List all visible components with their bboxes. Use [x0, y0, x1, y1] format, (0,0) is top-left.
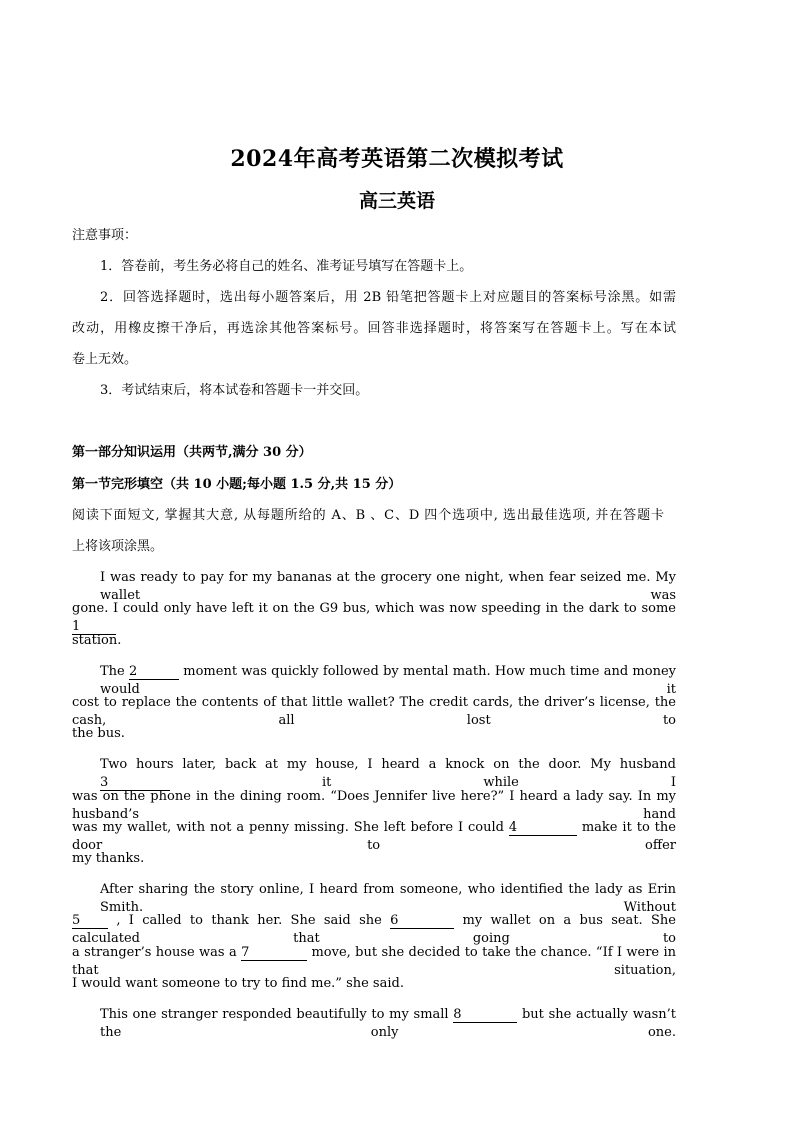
passage-text: my wallet on a bus seat. She calculated that going to: [72, 913, 676, 946]
passage-text: it while I: [322, 775, 676, 790]
blank-1: 1: [72, 619, 116, 635]
passage-p4-line-1: After sharing the story online, I heard from someone, who identified the lady as Erin Smith. Without: [100, 882, 676, 915]
passage-p3-line-4: my thanks.: [72, 851, 145, 866]
passage-text: make it to the door to offer: [72, 820, 676, 853]
part1-heading: 第一部分知识运用（共两节,满分 30 分）: [72, 445, 312, 460]
passage-text: but she actually wasn’t the only one.: [100, 1007, 676, 1040]
passage-p1-line-3: station.: [72, 633, 122, 648]
blank-6: 6: [390, 913, 454, 929]
blank-4: 4: [509, 820, 577, 836]
blank-2: 2: [129, 664, 179, 680]
passage-text: moment was quickly followed by mental math. How much time and money would it: [100, 664, 676, 697]
notice-item-3: 3．考试结束后，将本试卷和答题卡一并交回。: [100, 383, 369, 398]
passage-p5-line-1: [100, 1006, 676, 1042]
passage-p3-line-1: [100, 756, 676, 792]
exam-title: 2024年高考英语第二次模拟考试: [230, 146, 564, 172]
exam-subtitle: 高三英语: [358, 190, 435, 212]
passage-p1-line-2: [72, 600, 676, 636]
passage-text: , I called to thank her. She said she: [116, 913, 382, 928]
passage-text: a stranger’s house was a: [72, 945, 237, 960]
passage-p4-line-2: [72, 912, 676, 948]
blank-5: 5: [72, 913, 108, 929]
passage-text: move, but she decided to take the chance. “If I were in that situation,: [72, 945, 676, 978]
passage-text: The: [100, 664, 125, 679]
notice-item-2-line-2: 改动，用橡皮擦干净后，再选涂其他答案标号。回答非选择题时，将答案写在答题卡上。写在本试: [72, 321, 676, 336]
passage-text: gone. I could only have left it on the G9 bus, which was now speeding in the dark to some: [72, 601, 676, 616]
instruction-line-2: 上将该项涂黑。: [72, 539, 164, 554]
notice-heading: 注意事项：: [72, 228, 138, 243]
section1-heading: 第一节完形填空（共 10 小题;每小题 1.5 分,共 15 分）: [72, 477, 402, 492]
notice-item-1: 1．答卷前，考生务必将自己的姓名、准考证号填写在答题卡上。: [100, 259, 473, 274]
passage-text: This one stranger responded beautifully to my small: [100, 1007, 449, 1022]
passage-text: Two hours later, back at my house, I heard a knock on the door. My husband: [100, 757, 676, 772]
passage-p3-line-2: was on the phone in the dining room. “Does Jennifer live here?” I heard a lady say. In my husband’s hand: [72, 789, 676, 822]
instruction-line-1: 阅读下面短文, 掌握其大意, 从每题所给的 A、B 、C、D 四个选项中, 选出最佳选项, 并在答题卡: [72, 508, 664, 523]
blank-3: 3: [100, 775, 170, 791]
passage-p2-line-2: cost to replace the contents of that little wallet? The credit cards, the driver’s license, the cash, all lost to: [72, 695, 676, 728]
blank-8: 8: [453, 1007, 517, 1023]
passage-p1-line-1: I was ready to pay for my bananas at the grocery one night, when fear seized me. My wallet was: [100, 570, 676, 603]
blank-7: 7: [241, 945, 307, 961]
passage-text: was my wallet, with not a penny missing. She left before I could: [72, 820, 504, 835]
notice-item-2-line-3: 卷上无效。: [72, 352, 138, 367]
passage-p2-line-3: the bus.: [72, 726, 125, 741]
notice-item-2-line-1: 2．回答选择题时，选出每小题答案后，用 2B 铅笔把答题卡上对应题目的答案标号涂黑。如需: [100, 290, 676, 305]
passage-p4-line-4: I would want someone to try to find me.” she said.: [72, 976, 404, 991]
